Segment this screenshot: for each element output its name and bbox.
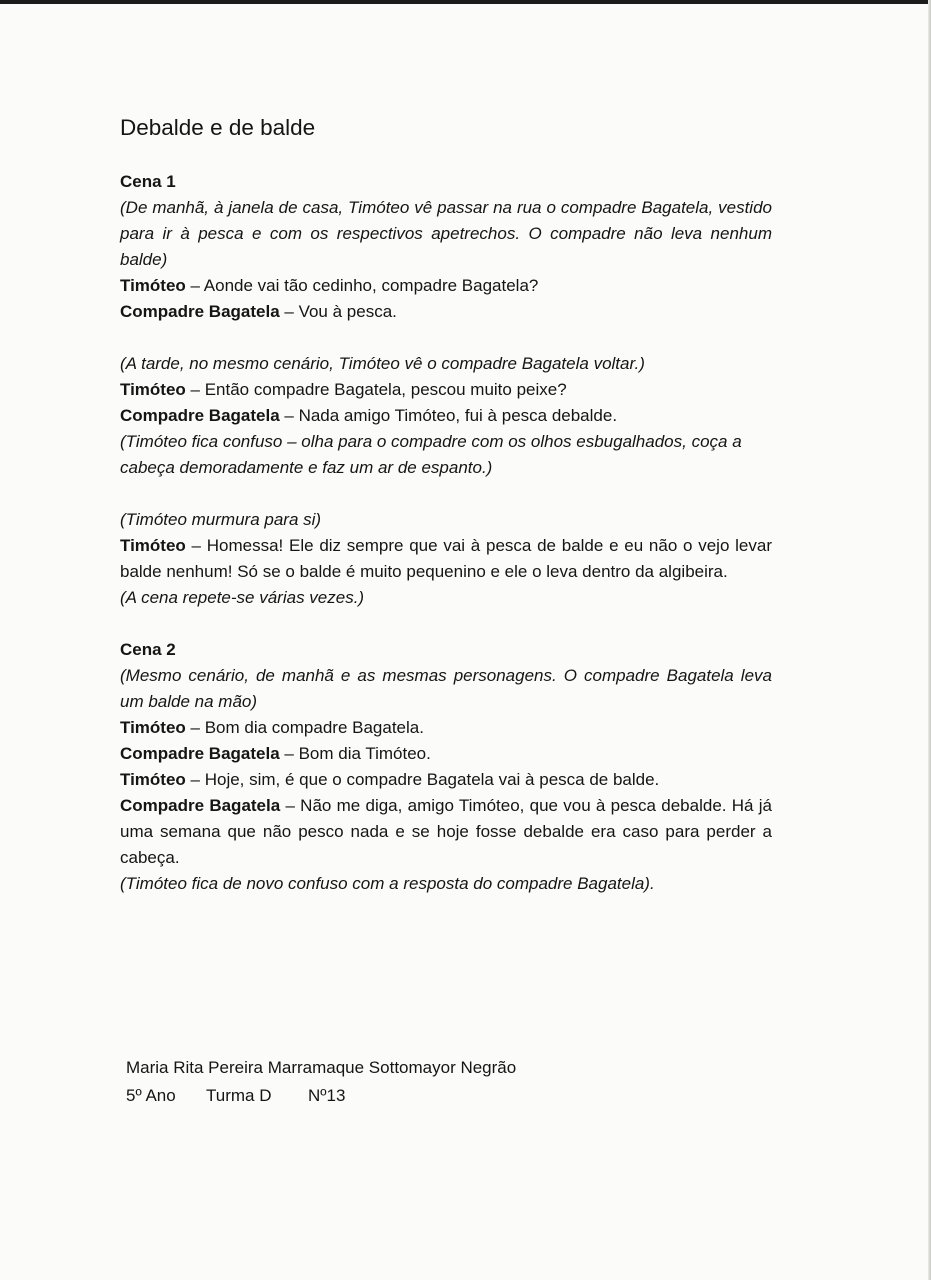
dialogue-text: – Bom dia Timóteo. bbox=[279, 744, 431, 763]
stage-direction: (Mesmo cenário, de manhã e as mesmas personagens. O compadre Bagatela leva um balde na mão) bbox=[120, 666, 772, 711]
dialogue-line bbox=[120, 767, 772, 793]
dialogue-text: – Vou à pesca. bbox=[279, 302, 397, 321]
dialogue-line bbox=[120, 533, 772, 585]
dialogue-line bbox=[120, 299, 772, 325]
dialogue-line bbox=[120, 793, 772, 871]
dialogue-text: – Bom dia compadre Bagatela. bbox=[185, 718, 424, 737]
dialogue-text: – Hoje, sim, é que o compadre Bagatela vai à pesca de balde. bbox=[185, 770, 660, 789]
speaker-name: Compadre Bagatela bbox=[120, 302, 280, 321]
author-signature bbox=[126, 1054, 726, 1110]
scan-top-edge bbox=[0, 0, 931, 4]
author-name: Maria Rita Pereira Marramaque Sottomayor Negrão bbox=[126, 1058, 517, 1077]
speaker-name: Timóteo bbox=[120, 770, 186, 789]
speaker-name: Timóteo bbox=[120, 276, 186, 295]
dialogue-line bbox=[120, 715, 772, 741]
dialogue-text: – Não me diga, amigo Timóteo, que vou à pesca debalde. Há já uma semana que não pesco nada e se hoje fosse debalde era caso para perder a cabeça. bbox=[120, 796, 772, 867]
dialogue-line bbox=[120, 273, 772, 299]
stage-direction: (Timóteo fica de novo confuso com a resposta do compadre Bagatela). bbox=[120, 874, 655, 893]
speaker-name: Compadre Bagatela bbox=[120, 406, 280, 425]
stage-direction: (Timóteo murmura para si) bbox=[120, 510, 322, 529]
stage-direction: (De manhã, à janela de casa, Timóteo vê passar na rua o compadre Bagatela, vestido para ir à pesca e com os respectivos apetrechos. O compadre não leva nenhum balde) bbox=[120, 198, 772, 269]
class-info bbox=[126, 1082, 726, 1110]
dialogue-text: – Então compadre Bagatela, pescou muito peixe? bbox=[185, 380, 567, 399]
paragraph-gap bbox=[120, 611, 772, 637]
dialogue-line bbox=[120, 377, 772, 403]
document-body bbox=[120, 113, 772, 897]
stage-direction: (Timóteo fica confuso – olha para o compadre com os olhos esbugalhados, coça a cabeça demoradamente e faz um ar de espanto.) bbox=[120, 432, 742, 477]
dialogue-text: – Nada amigo Timóteo, fui à pesca debalde. bbox=[279, 406, 618, 425]
paragraph-gap bbox=[120, 481, 772, 507]
scene-2-heading: Cena 2 bbox=[120, 640, 176, 659]
class-group: Turma D bbox=[206, 1086, 272, 1105]
speaker-name: Timóteo bbox=[120, 536, 186, 555]
dialogue-text: – Aonde vai tão cedinho, compadre Bagatela? bbox=[185, 276, 539, 295]
student-number: Nº13 bbox=[308, 1086, 346, 1105]
speaker-name: Timóteo bbox=[120, 718, 186, 737]
paragraph-gap bbox=[120, 325, 772, 351]
stage-direction: (A cena repete-se várias vezes.) bbox=[120, 588, 365, 607]
speaker-name: Timóteo bbox=[120, 380, 186, 399]
stage-direction: (A tarde, no mesmo cenário, Timóteo vê o compadre Bagatela voltar.) bbox=[120, 354, 645, 373]
dialogue-line bbox=[120, 741, 772, 767]
document-title: Debalde e de balde bbox=[120, 115, 316, 140]
speaker-name: Compadre Bagatela bbox=[120, 796, 281, 815]
dialogue-line bbox=[120, 403, 772, 429]
dialogue-text: – Homessa! Ele diz sempre que vai à pesca de balde e eu não o vejo levar balde nenhum! Só se o balde é muito pequenino e ele o leva dentro da algibeira. bbox=[120, 536, 772, 581]
speaker-name: Compadre Bagatela bbox=[120, 744, 280, 763]
scene-2 bbox=[120, 637, 772, 897]
scene-1 bbox=[120, 169, 772, 611]
scene-1-heading: Cena 1 bbox=[120, 172, 176, 191]
school-year: 5º Ano bbox=[126, 1086, 176, 1105]
